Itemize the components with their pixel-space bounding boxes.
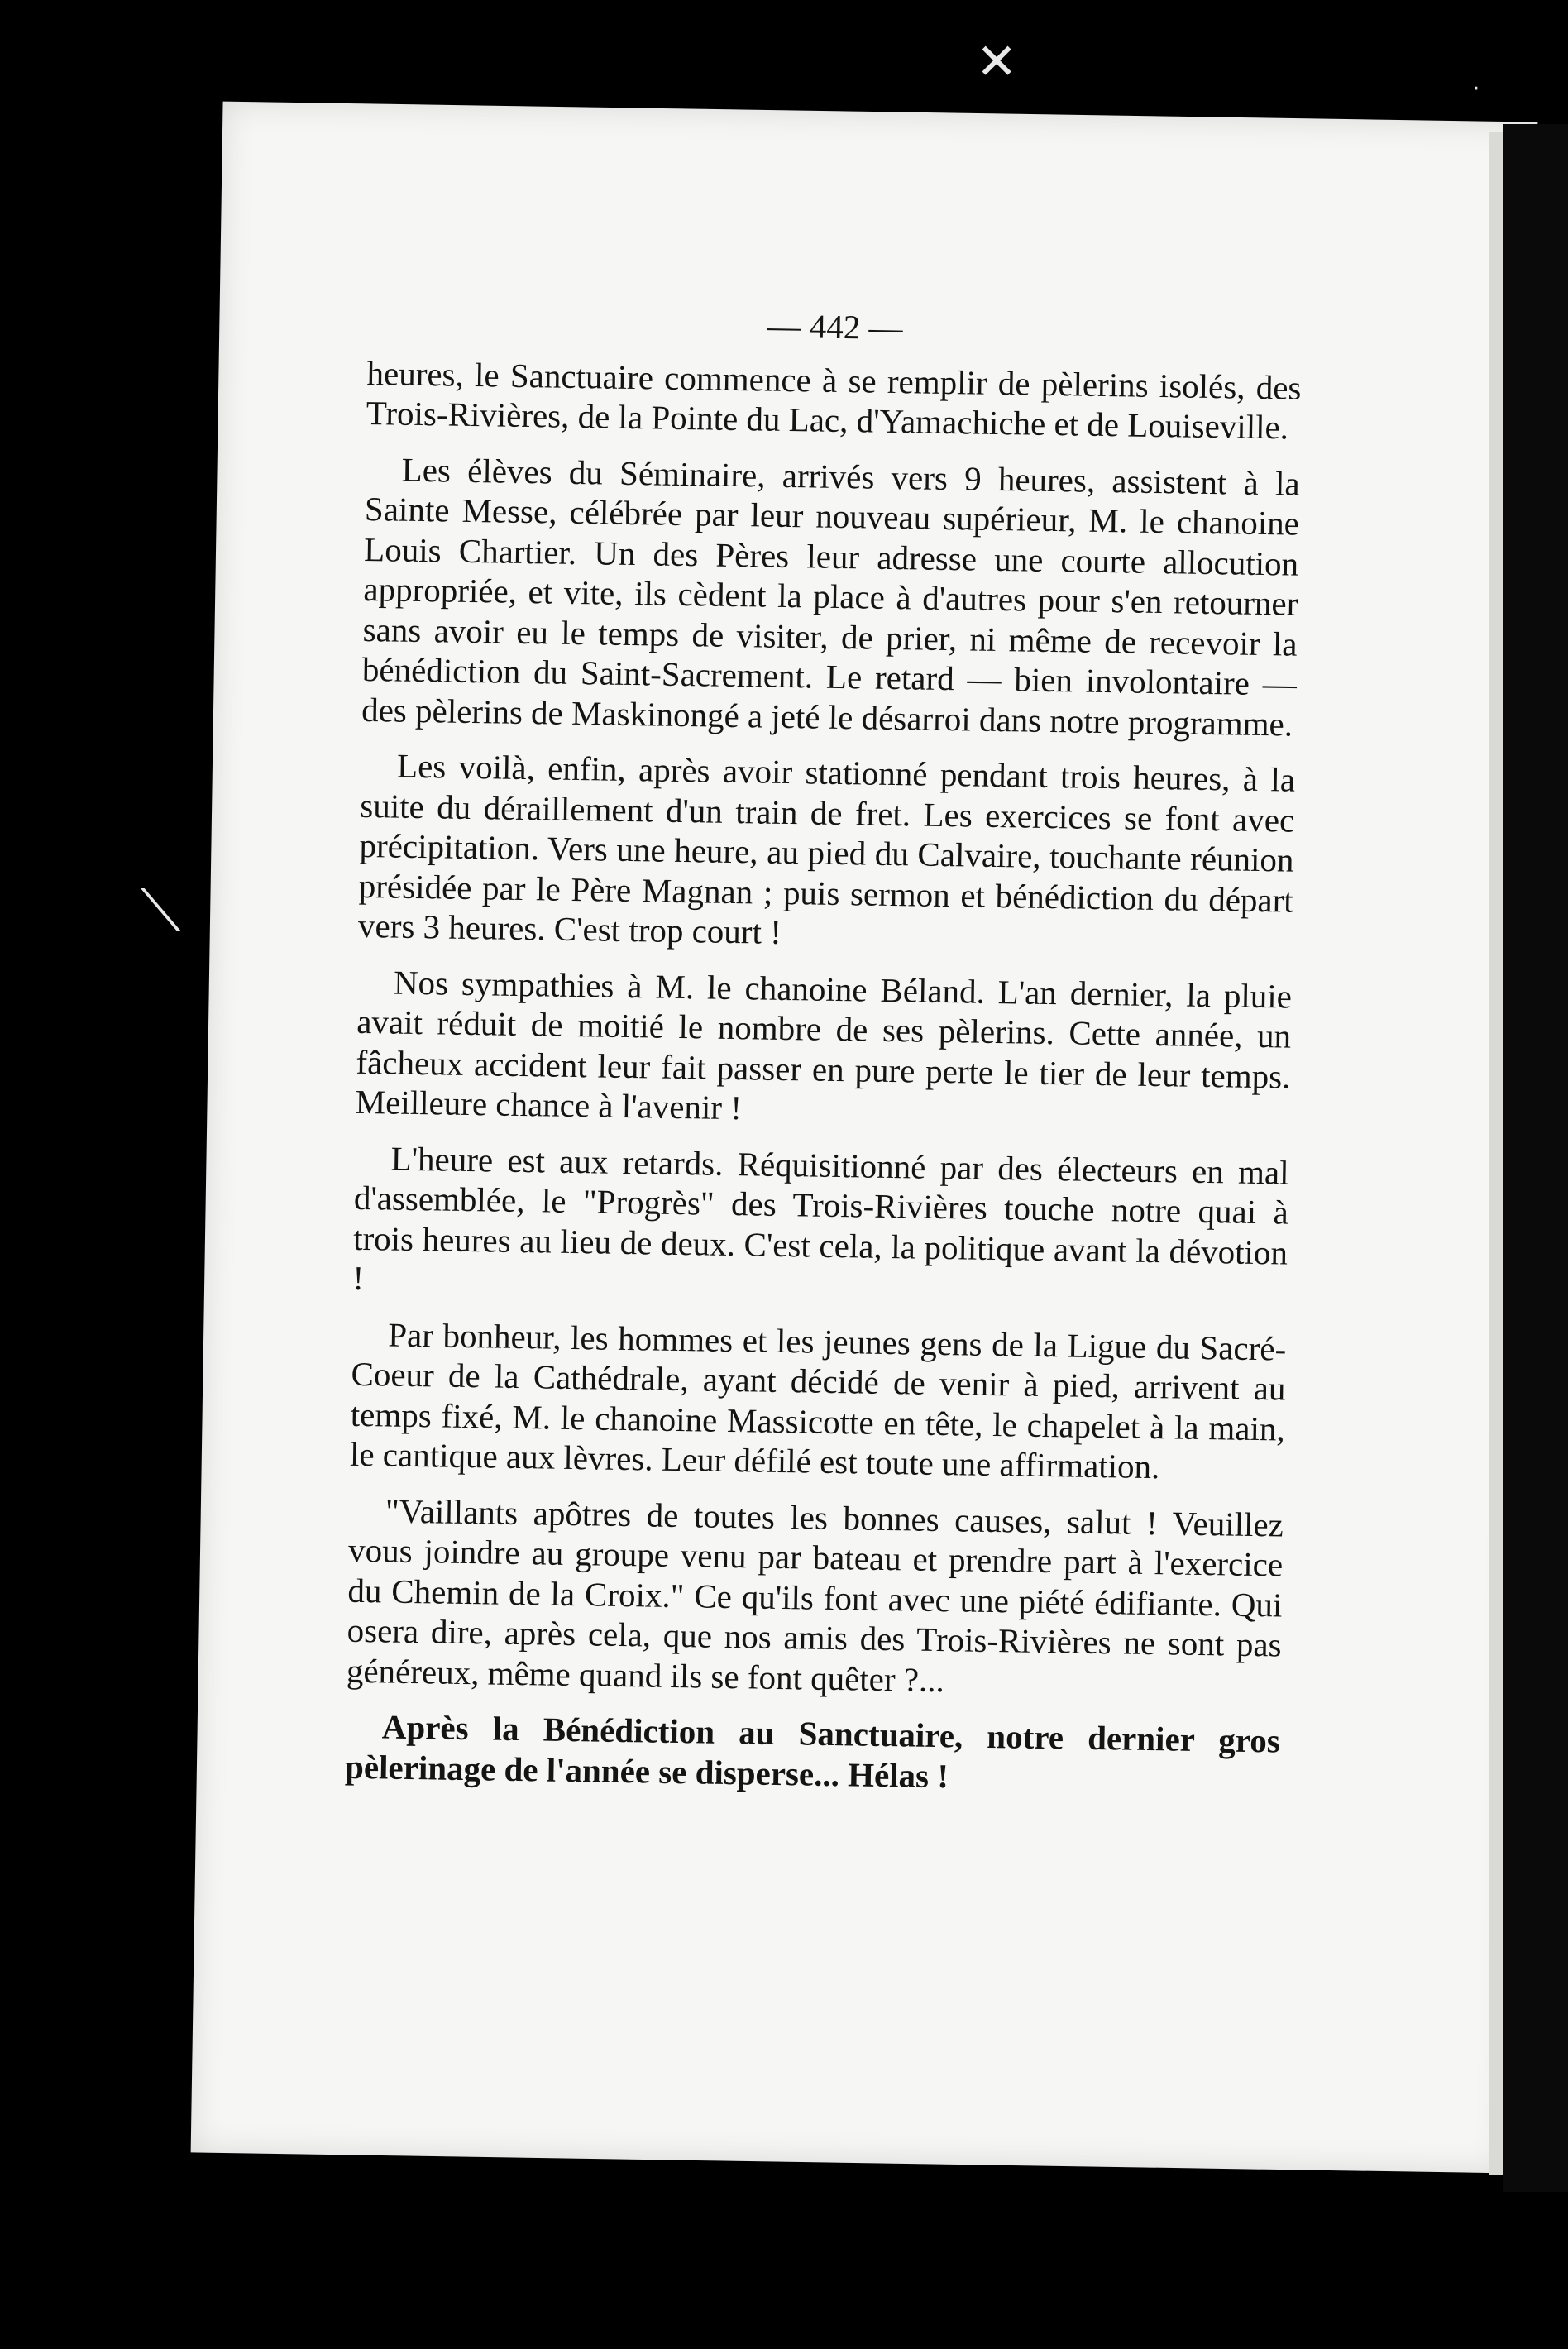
page-number: — 442 —: [767, 306, 903, 347]
paragraph: heures, le Sanctuaire commence à se remplir de pèlerins isolés, des Trois-Rivières, de la Pointe du Lac, d'Yamachiche et de Louiseville.: [366, 353, 1302, 447]
paragraph: Nos sympathies à M. le chanoine Béland. L'an dernier, la pluie avait réduit de moitié le nombre de ses pèlerins. Cette année, un fâcheux accident leur fait passer en pure perte le tier de leur temps. Meilleure chance à l'avenir !: [355, 963, 1293, 1127]
closing-paragraph: Après la Bénédiction au Sanctuaire, notre dernier gros pèlerinage de l'année se disperse... Hélas !: [344, 1707, 1281, 1795]
page-edge: [1489, 132, 1505, 2175]
paragraph: Par bonheur, les hommes et les jeunes gens de la Ligue du Sacré-Coeur de la Cathédrale, ayant décidé de venir à pied, arrivent au temps fixé, M. le chanoine Massicotte en tête, le chapelet à la main, le cantique aux lèvres. Leur défilé est toute une affirmation.: [349, 1315, 1287, 1486]
page-text: [344, 299, 1302, 1817]
paragraph: Les voilà, enfin, après avoir stationné pendant trois heures, à la suite du déraillement d'un train de fret. Les exercices se font avec précipitation. Vers une heure, au pied du Calvaire, touchante réunion présidée par le Père Magnan ; puis sermon et bénédiction du départ vers 3 heures. C'est trop court !: [357, 746, 1296, 951]
paragraph: L'heure est aux retards. Réquisitionné par des électeurs en mal d'assemblée, le "Progrès" des Trois-Rivières touche notre quai à trois heures au lieu de deux. C'est cela, la politique avant la dévotion !: [352, 1139, 1289, 1298]
scan-speck: ⟍: [141, 877, 181, 945]
binding-shadow: [1503, 124, 1568, 2192]
scan-speck: ✕: [976, 33, 1018, 91]
paragraph: Les élèves du Séminaire, arrivés vers 9 heures, assistent à la Sainte Messe, célébrée par leur nouveau supérieur, M. le chanoine Louis Chartier. Un des Pères leur adresse une courte allocution appropriée, et vite, ils cèdent la place à d'autres pour s'en retourner sans avoir eu le temps de visiter, de prier, ni même de recevoir la bénédiction du Saint-Sacrement. Le retard — bien involontaire — des pèlerins de Maskinongé a jeté le désarroi dans notre programme.: [361, 450, 1301, 744]
scan-speck: ·: [1472, 74, 1480, 103]
paragraph: "Vaillants apôtres de toutes les bonnes causes, salut ! Veuillez vous joindre au groupe venu par bateau et prendre part à l'exercice du Chemin de la Croix." Ce qu'ils font avec une piété édifiante. Qui osera dire, après cela, que nos amis des Trois-Rivières ne sont pas généreux, même quand ils se font quêter ?...: [346, 1491, 1284, 1699]
